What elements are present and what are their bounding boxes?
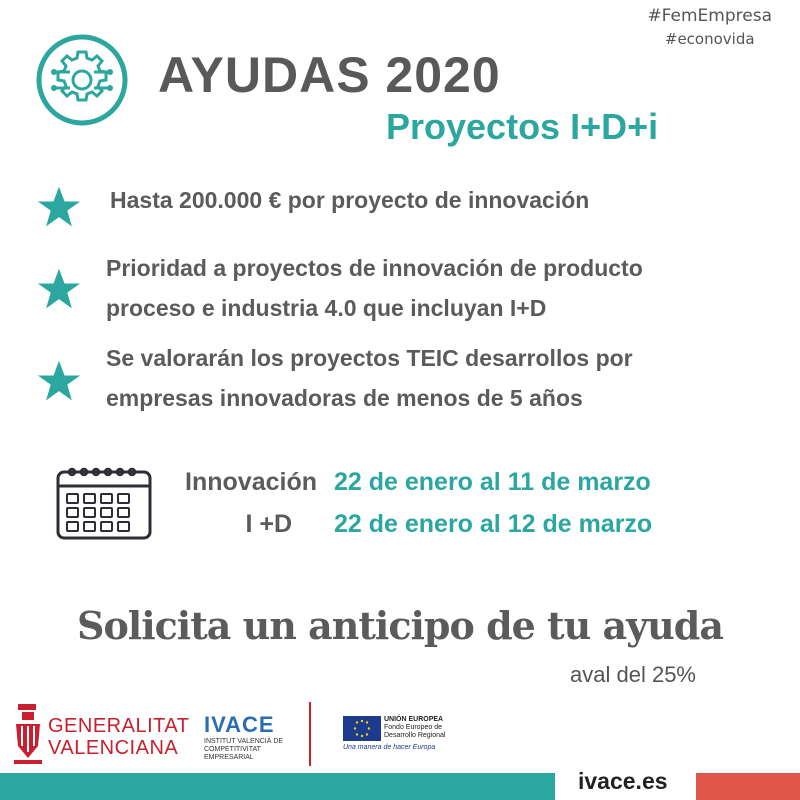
ivace-logo-subtitle: INSTITUT VALENCIÀ DE COMPETITIVITAT EMPRESARIAL — [204, 738, 284, 761]
bullet-text: Se valorarán los proyectos TEIC desarrollos por empresas innovadoras de menos de 5 años — [106, 345, 633, 411]
date-label: I +D — [245, 510, 292, 538]
star-icon — [36, 358, 82, 404]
calendar-icon — [55, 462, 153, 542]
date-label: Innovación — [185, 468, 317, 496]
footer-bar-red — [696, 773, 800, 800]
bullet-text: Prioridad a proyectos de innovación de producto proceso e industria 4.0 que incluyan I+D — [106, 255, 643, 321]
generalitat-emblem-icon — [12, 702, 46, 766]
eu-logo-text: UNIÓN EUROPEA Fondo Europeo de Desarrollo Regional — [384, 716, 446, 739]
hashtags — [647, 4, 772, 50]
page-title: AYUDAS 2020 — [158, 47, 501, 103]
eu-slogan: Una manera de hacer Europa — [343, 744, 436, 751]
logo-divider — [309, 702, 311, 766]
gear-circuit-icon — [36, 34, 128, 126]
footer-bar-teal — [0, 773, 555, 800]
hashtag-econovida: #econovida — [664, 30, 755, 48]
page-subtitle: Proyectos I+D+i — [386, 106, 659, 147]
bullet-text: Hasta 200.000 € por proyecto de innovación — [110, 187, 590, 213]
aval-note: aval del 25% — [570, 662, 696, 687]
star-icon — [36, 266, 82, 312]
website-link[interactable]: ivace.es — [578, 768, 668, 794]
hashtag-fem-empresa: #FemEmpresa — [647, 6, 772, 26]
date-value: 22 de enero al 11 de marzo — [334, 468, 651, 496]
date-value: 22 de enero al 12 de marzo — [334, 510, 653, 538]
generalitat-logo-text: GENERALITAT VALENCIANA — [48, 715, 190, 759]
ivace-logo — [204, 712, 284, 762]
ivace-logo-name: IVACE — [204, 712, 275, 737]
eu-flag-icon — [343, 716, 381, 741]
star-icon — [36, 184, 82, 230]
call-to-action: Solicita un anticipo de tu ayuda — [77, 603, 723, 648]
